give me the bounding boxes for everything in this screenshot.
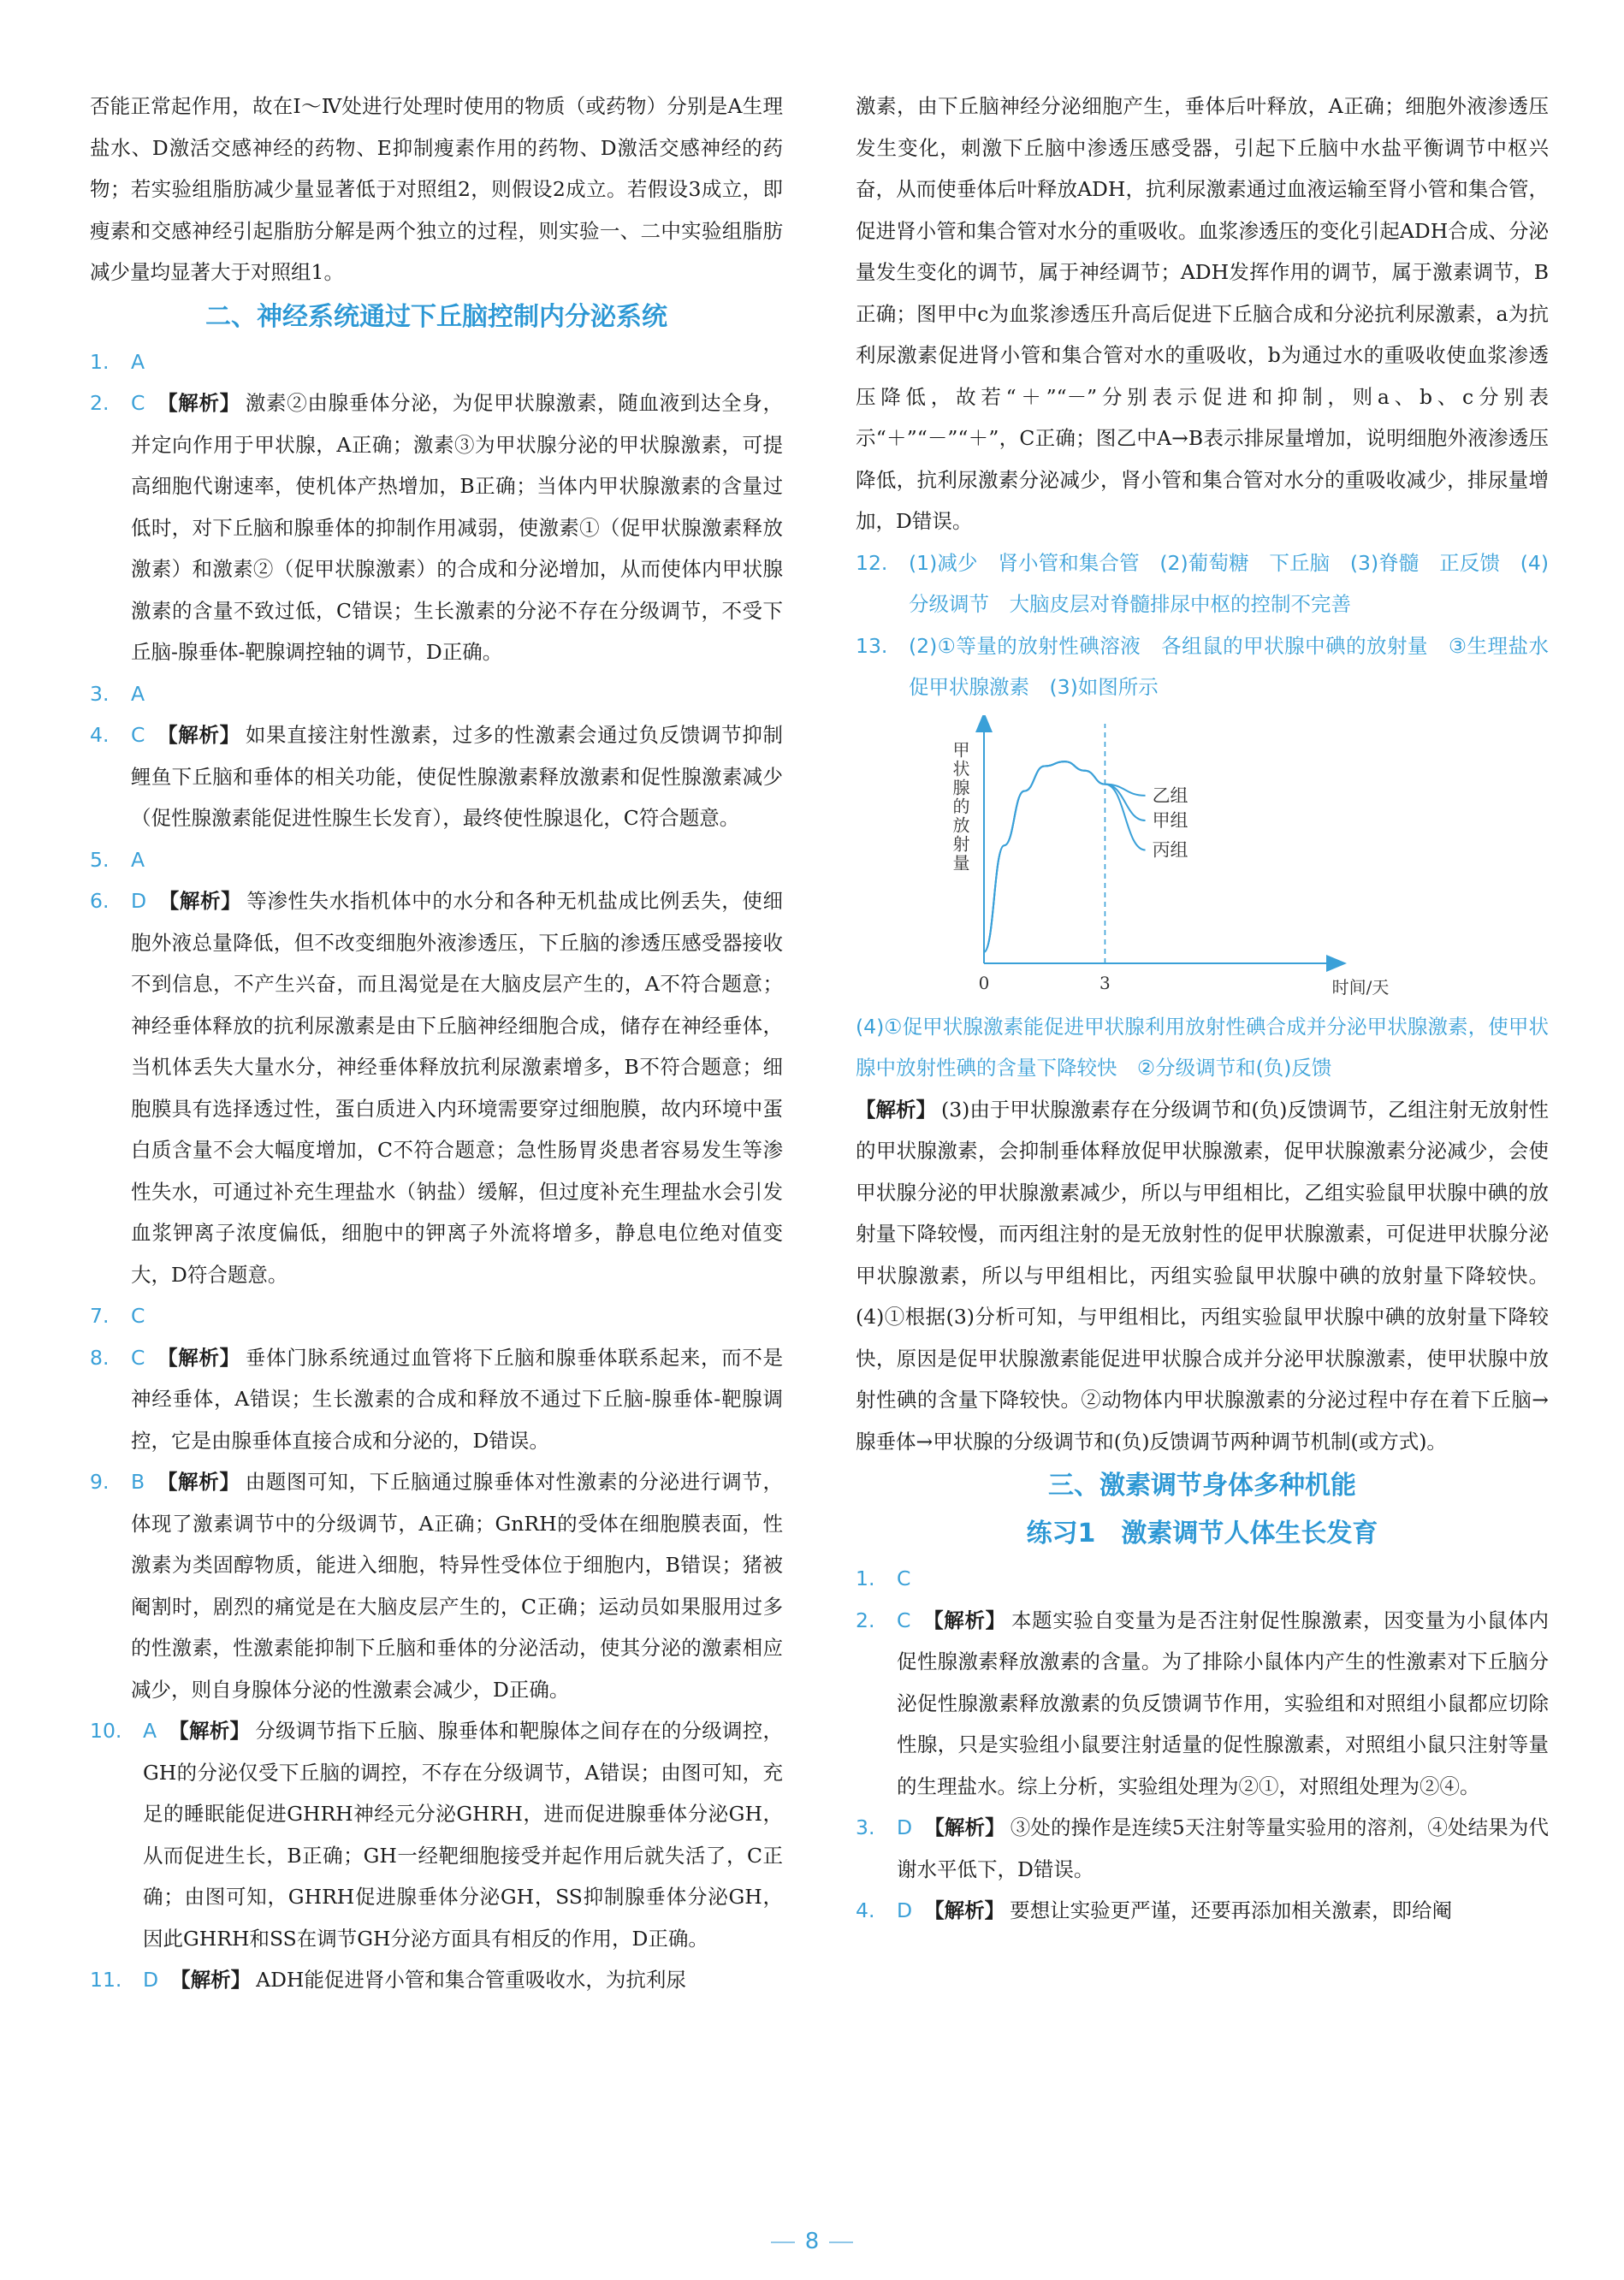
section-title-3: 三、激素调节身体多种机能 xyxy=(1048,1471,1356,1501)
answer-item xyxy=(90,673,783,715)
item-number: 3. xyxy=(856,1815,875,1839)
analysis-tag: 【解析】 xyxy=(158,889,242,913)
footer-dash-right xyxy=(829,2242,853,2243)
series-label: 乙组 xyxy=(1152,785,1188,806)
item-body xyxy=(131,839,783,881)
item-body xyxy=(897,1558,1549,1600)
item-body xyxy=(131,1461,783,1710)
answer-item xyxy=(856,1807,1549,1890)
item-body xyxy=(131,714,783,839)
series-label: 甲组 xyxy=(1152,809,1188,831)
analysis-text: 要想让实验更严谨，还要再添加相关激素，即给阉 xyxy=(1010,1898,1453,1922)
exercise-title: 练习1 激素调节人体生长发育 xyxy=(1026,1519,1378,1549)
answer-item xyxy=(856,1600,1549,1808)
item-body xyxy=(131,673,783,715)
intro-paragraph: 否能正常起作用，故在Ⅰ～Ⅳ处进行处理时使用的物质（或药物）分别是A生理盐水、D激活交感神经的药物、E抑制瘦素作用的药物、D激活交感神经的药物；若实验组脂肪减少量显著低于对照组2，则假设2成立。若假设3成立，即瘦素和交感神经引起脂肪分解是两个独立的过程，则实验一、二中实验组脂肪减少量均显著大于对照组1。 xyxy=(90,94,783,284)
answer-item xyxy=(856,1558,1549,1600)
item-number: 13. xyxy=(856,633,888,658)
answer-letter: C xyxy=(131,723,145,747)
left-answer-list xyxy=(90,341,783,2001)
x-axis-label: 时间/天 xyxy=(1331,976,1390,998)
analysis-tag: 【解析】 xyxy=(157,391,240,415)
answer-letter: B xyxy=(131,1470,145,1494)
series-label: 丙组 xyxy=(1152,839,1188,860)
analysis-text: 垂体门脉系统通过血管将下丘脑和腺垂体联系起来，而不是神经垂体，A错误；生长激素的合成和释放不通过下丘脑-腺垂体-靶腺调控，它是由腺垂体直接合成和分泌的，D错误。 xyxy=(131,1345,784,1453)
item-body xyxy=(131,880,783,1295)
answer-item-13 xyxy=(856,625,1569,708)
item-number: 12. xyxy=(856,550,888,575)
q13-answer: (2)①等量的放射性碘溶液 各组鼠的甲状腺中碘的放射量 ③生理盐水 促甲状腺激素 (3)如图所示 xyxy=(909,633,1569,699)
answer-letter: C xyxy=(897,1608,911,1632)
item-number: 2. xyxy=(90,391,110,415)
item-number: 7. xyxy=(90,1304,110,1328)
answer-item-12 xyxy=(856,542,1549,625)
analysis-tag: 【解析】 xyxy=(157,1345,240,1370)
radioactivity-chart xyxy=(937,715,1416,1006)
analysis-tag: 【解析】 xyxy=(169,1719,251,1743)
item-body xyxy=(131,341,783,383)
left-column xyxy=(90,86,783,2001)
answer-letter: A xyxy=(131,681,145,706)
answer-letter: C xyxy=(131,1304,145,1328)
page-number: 8 xyxy=(804,2229,820,2254)
answer-letter: D xyxy=(143,1968,159,1992)
item-body xyxy=(143,1959,783,2001)
answer-letter: C xyxy=(131,391,145,415)
item-number: 3. xyxy=(90,681,110,706)
analysis-tag: 【解析】 xyxy=(924,1815,1005,1839)
item-body xyxy=(897,1600,1549,1808)
item-body xyxy=(897,1890,1549,1932)
analysis-text: 由题图可知，下丘脑通过腺垂体对性激素的分泌进行调节，体现了激素调节中的分级调节，A正确；GnRH的受体在细胞膜表面，性激素为类固醇物质，能进入细胞，特异性受体位于细胞内，B错误；猪被阉割时，剧烈的痛觉是在大脑皮层产生的，C正确；运动员如果服用过多的性激素，性激素能抑制下丘脑和垂体的分泌活动，使其分泌的激素相应减少，则自身腺体分泌的性激素会减少，D正确。 xyxy=(131,1470,784,1702)
analysis-text: 如果直接注射性激素，过多的性激素会通过负反馈调节抑制鲤鱼下丘脑和垂体的相关功能，使促性腺激素释放激素和促性腺激素减少（促性腺激素能促进性腺生长发育），最终使性腺退化，C符合题意。 xyxy=(131,723,784,830)
item-number: 9. xyxy=(90,1470,110,1494)
item-number: 1. xyxy=(90,349,110,374)
analysis-tag: 【解析】 xyxy=(922,1608,1006,1632)
analysis-text: 激素②由腺垂体分泌，为促甲状腺激素，随血液到达全身，并定向作用于甲状腺，A正确；激素③为甲状腺分泌的甲状腺激素，可提高细胞代谢速率，使机体产热增加，B正确；当体内甲状腺激素的含量过低时，对下丘脑和腺垂体的抑制作用减弱，使激素①（促甲状腺激素释放激素）和激素②（促甲状腺激素）的合成和分泌增加，从而使体内甲状腺激素的含量不致过低，C错误；生长激素的分泌不存在分级调节，不受下丘脑-腺垂体-靶腺调控轴的调节，D正确。 xyxy=(131,391,784,664)
item-number: 8. xyxy=(90,1345,110,1370)
item-number: 2. xyxy=(856,1608,875,1632)
item-body xyxy=(143,1710,783,1959)
item-number: 5. xyxy=(90,847,110,872)
analysis-text: 等渗性失水指机体中的水分和各种无机盐成比例丢失，使细胞外液总量降低，但不改变细胞外液渗透压，下丘脑的渗透压感受器接收不到信息，不产生兴奋，而且渴觉是在大脑皮层产生的，A不符合题意；神经垂体释放的抗利尿激素是由下丘脑神经细胞合成，储存在神经垂体，当机体丢失大量水分，神经垂体释放抗利尿激素增多，B不符合题意；细胞膜具有选择透过性，蛋白质进入内环境需要穿过细胞膜，故内环境中蛋白质含量不会大幅度增加，C不符合题意；急性肠胃炎患者容易发生等渗性失水，可通过补充生理盐水（钠盐）缓解，但过度补充生理盐水会引发血浆钾离子浓度偏低，细胞中的钾离子外流将增多，静息电位绝对值变大，D符合题意。 xyxy=(131,889,784,1287)
answer-letter: C xyxy=(897,1566,911,1590)
answer-item xyxy=(90,1959,783,2001)
answer-item xyxy=(90,1710,783,1959)
series-line-1 xyxy=(984,761,1146,952)
answer-letter: C xyxy=(131,1345,145,1370)
analysis-text: ③处的操作是连续5天注射等量实验用的溶剂，④处结果为代谢水平低下，D错误。 xyxy=(897,1815,1550,1881)
answer-letter: A xyxy=(131,349,145,374)
x-tick-label: 0 xyxy=(978,972,990,993)
answer-item xyxy=(90,1295,783,1337)
analysis-text: 本题实验自变量为是否注射促性腺激素，因变量为小鼠体内促性腺激素释放激素的含量。为了排除小鼠体内产生的性激素对下丘脑分泌促性腺激素释放激素的负反馈调节作用，实验组和对照组小鼠都应切除性腺，只是实验组小鼠要注射适量的促性腺激素，对照组小鼠只注射等量的生理盐水。综上分析，实验组处理为②①，对照组处理为②④。 xyxy=(897,1608,1550,1798)
answer-letter: D xyxy=(897,1898,913,1922)
item-number: 10. xyxy=(90,1719,122,1743)
analysis-text: ADH能促进肾小管和集合管重吸收水，为抗利尿 xyxy=(256,1968,686,1992)
analysis-tag: 【解析】 xyxy=(856,1097,937,1122)
answer-letter: A xyxy=(143,1719,157,1743)
section-title-2: 二、神经系统通过下丘脑控制内分泌系统 xyxy=(205,301,667,332)
q13-analysis xyxy=(856,1089,1549,1463)
chart-svg xyxy=(937,715,1416,1006)
answer-letter: D xyxy=(131,889,147,913)
x-tick-label: 3 xyxy=(1099,972,1111,993)
item-body xyxy=(897,1807,1549,1890)
analysis-tag: 【解析】 xyxy=(157,1470,240,1494)
item-number: 1. xyxy=(856,1566,875,1590)
item-body xyxy=(131,1295,783,1337)
right-answer-list xyxy=(856,1558,1549,1932)
answer-item xyxy=(90,382,783,673)
item-number: 4. xyxy=(90,723,110,747)
answer-item xyxy=(90,839,783,881)
answer-item xyxy=(90,1461,783,1710)
answer-letter: D xyxy=(897,1815,913,1839)
answer-item xyxy=(856,1890,1549,1932)
item-number: 11. xyxy=(90,1968,122,1992)
answer-item xyxy=(90,880,783,1295)
page-footer xyxy=(0,2229,1624,2254)
q12-answer: (1)减少 肾小管和集合管 (2)葡萄糖 下丘脑 (3)脊髓 正反馈 (4)分级调节 大脑皮层对脊髓排尿中枢的控制不完善 xyxy=(909,550,1549,616)
answer-item xyxy=(90,1337,783,1462)
answer-item xyxy=(90,341,783,383)
item-number: 4. xyxy=(856,1898,875,1922)
item-body xyxy=(131,382,783,673)
q13-part4: (4)①促甲状腺激素能促进甲状腺利用放射性碘合成并分泌甲状腺激素，使甲状腺中放射性碘的含量下降较快 ②分级调节和(负)反馈 xyxy=(856,1014,1549,1080)
y-axis-label: 甲状腺的放射量 xyxy=(950,740,970,873)
analysis-tag: 【解析】 xyxy=(924,1898,1005,1922)
analysis-text: 分级调节指下丘脑、腺垂体和靶腺体之间存在的分级调控，GH的分泌仅受下丘脑的调控，不存在分级调节，A错误；由图可知，充足的睡眠能促进GHRH神经元分泌GHRH，进而促进腺垂体分泌GH，从而促进生长，B正确；GH一经靶细胞接受并起作用后就失活了，C正确；由图可知，GHRH促进腺垂体分泌GH，SS抑制腺垂体分泌GH，因此GHRH和SS在调节GH分泌方面具有相反的作用，D正确。 xyxy=(143,1719,784,1951)
q11-continuation: 激素，由下丘脑神经分泌细胞产生，垂体后叶释放，A正确；细胞外液渗透压发生变化，刺激下丘脑中渗透压感受器，引起下丘脑中水盐平衡调节中枢兴奋，从而使垂体后叶释放ADH，抗利尿激素通过血液运输至肾小管和集合管，促进肾小管和集合管对水分的重吸收。血浆渗透压的变化引起ADH合成、分泌量发生变化的调节，属于神经调节；ADH发挥作用的调节，属于激素调节，B正确；图甲中c为血浆渗透压升高后促进下丘脑合成和分泌抗利尿激素，a为抗利尿激素促进肾小管和集合管对水的重吸收，b为通过水的重吸收使血浆渗透压降低，故若“＋”“－”分别表示促进和抑制，则a、b、c分别表示“＋”“－”“＋”，C正确；图乙中A→B表示排尿量增加，说明细胞外液渗透压降低，抗利尿激素分泌减少，肾小管和集合管对水分的重吸收减少，排尿量增加，D错误。 xyxy=(856,94,1549,533)
analysis-tag: 【解析】 xyxy=(157,723,240,747)
right-column xyxy=(856,86,1569,1932)
answer-item xyxy=(90,714,783,839)
series-line-2 xyxy=(984,761,1146,952)
series-line-0 xyxy=(984,761,1146,952)
analysis-text: (3)由于甲状腺激素存在分级调节和(负)反馈调节，乙组注射无放射性的甲状腺激素，会抑制垂体释放促甲状腺激素，促甲状腺激素分泌减少，会使甲状腺分泌的甲状腺激素减少，所以与甲组相比，乙组实验鼠甲状腺中碘的放射量下降较慢，而丙组注射的是无放射性的促甲状腺激素，可促进甲状腺分泌甲状腺激素，所以与甲组相比，丙组实验鼠甲状腺中碘的放射量下降较快。(4)①根据(3)分析可知，与甲组相比，丙组实验鼠甲状腺中碘的放射量下降较快，原因是促甲状腺激素能促进甲状腺合成并分泌甲状腺激素，使甲状腺中放射性碘的含量下降较快。②动物体内甲状腺激素的分泌过程中存在着下丘脑→腺垂体→甲状腺的分级调节和(负)反馈调节两种调节机制(或方式)。 xyxy=(856,1097,1550,1454)
footer-dash-left xyxy=(771,2242,795,2243)
item-body xyxy=(131,1337,783,1462)
answer-letter: A xyxy=(131,847,145,872)
analysis-tag: 【解析】 xyxy=(170,1968,252,1992)
item-number: 6. xyxy=(90,889,110,913)
